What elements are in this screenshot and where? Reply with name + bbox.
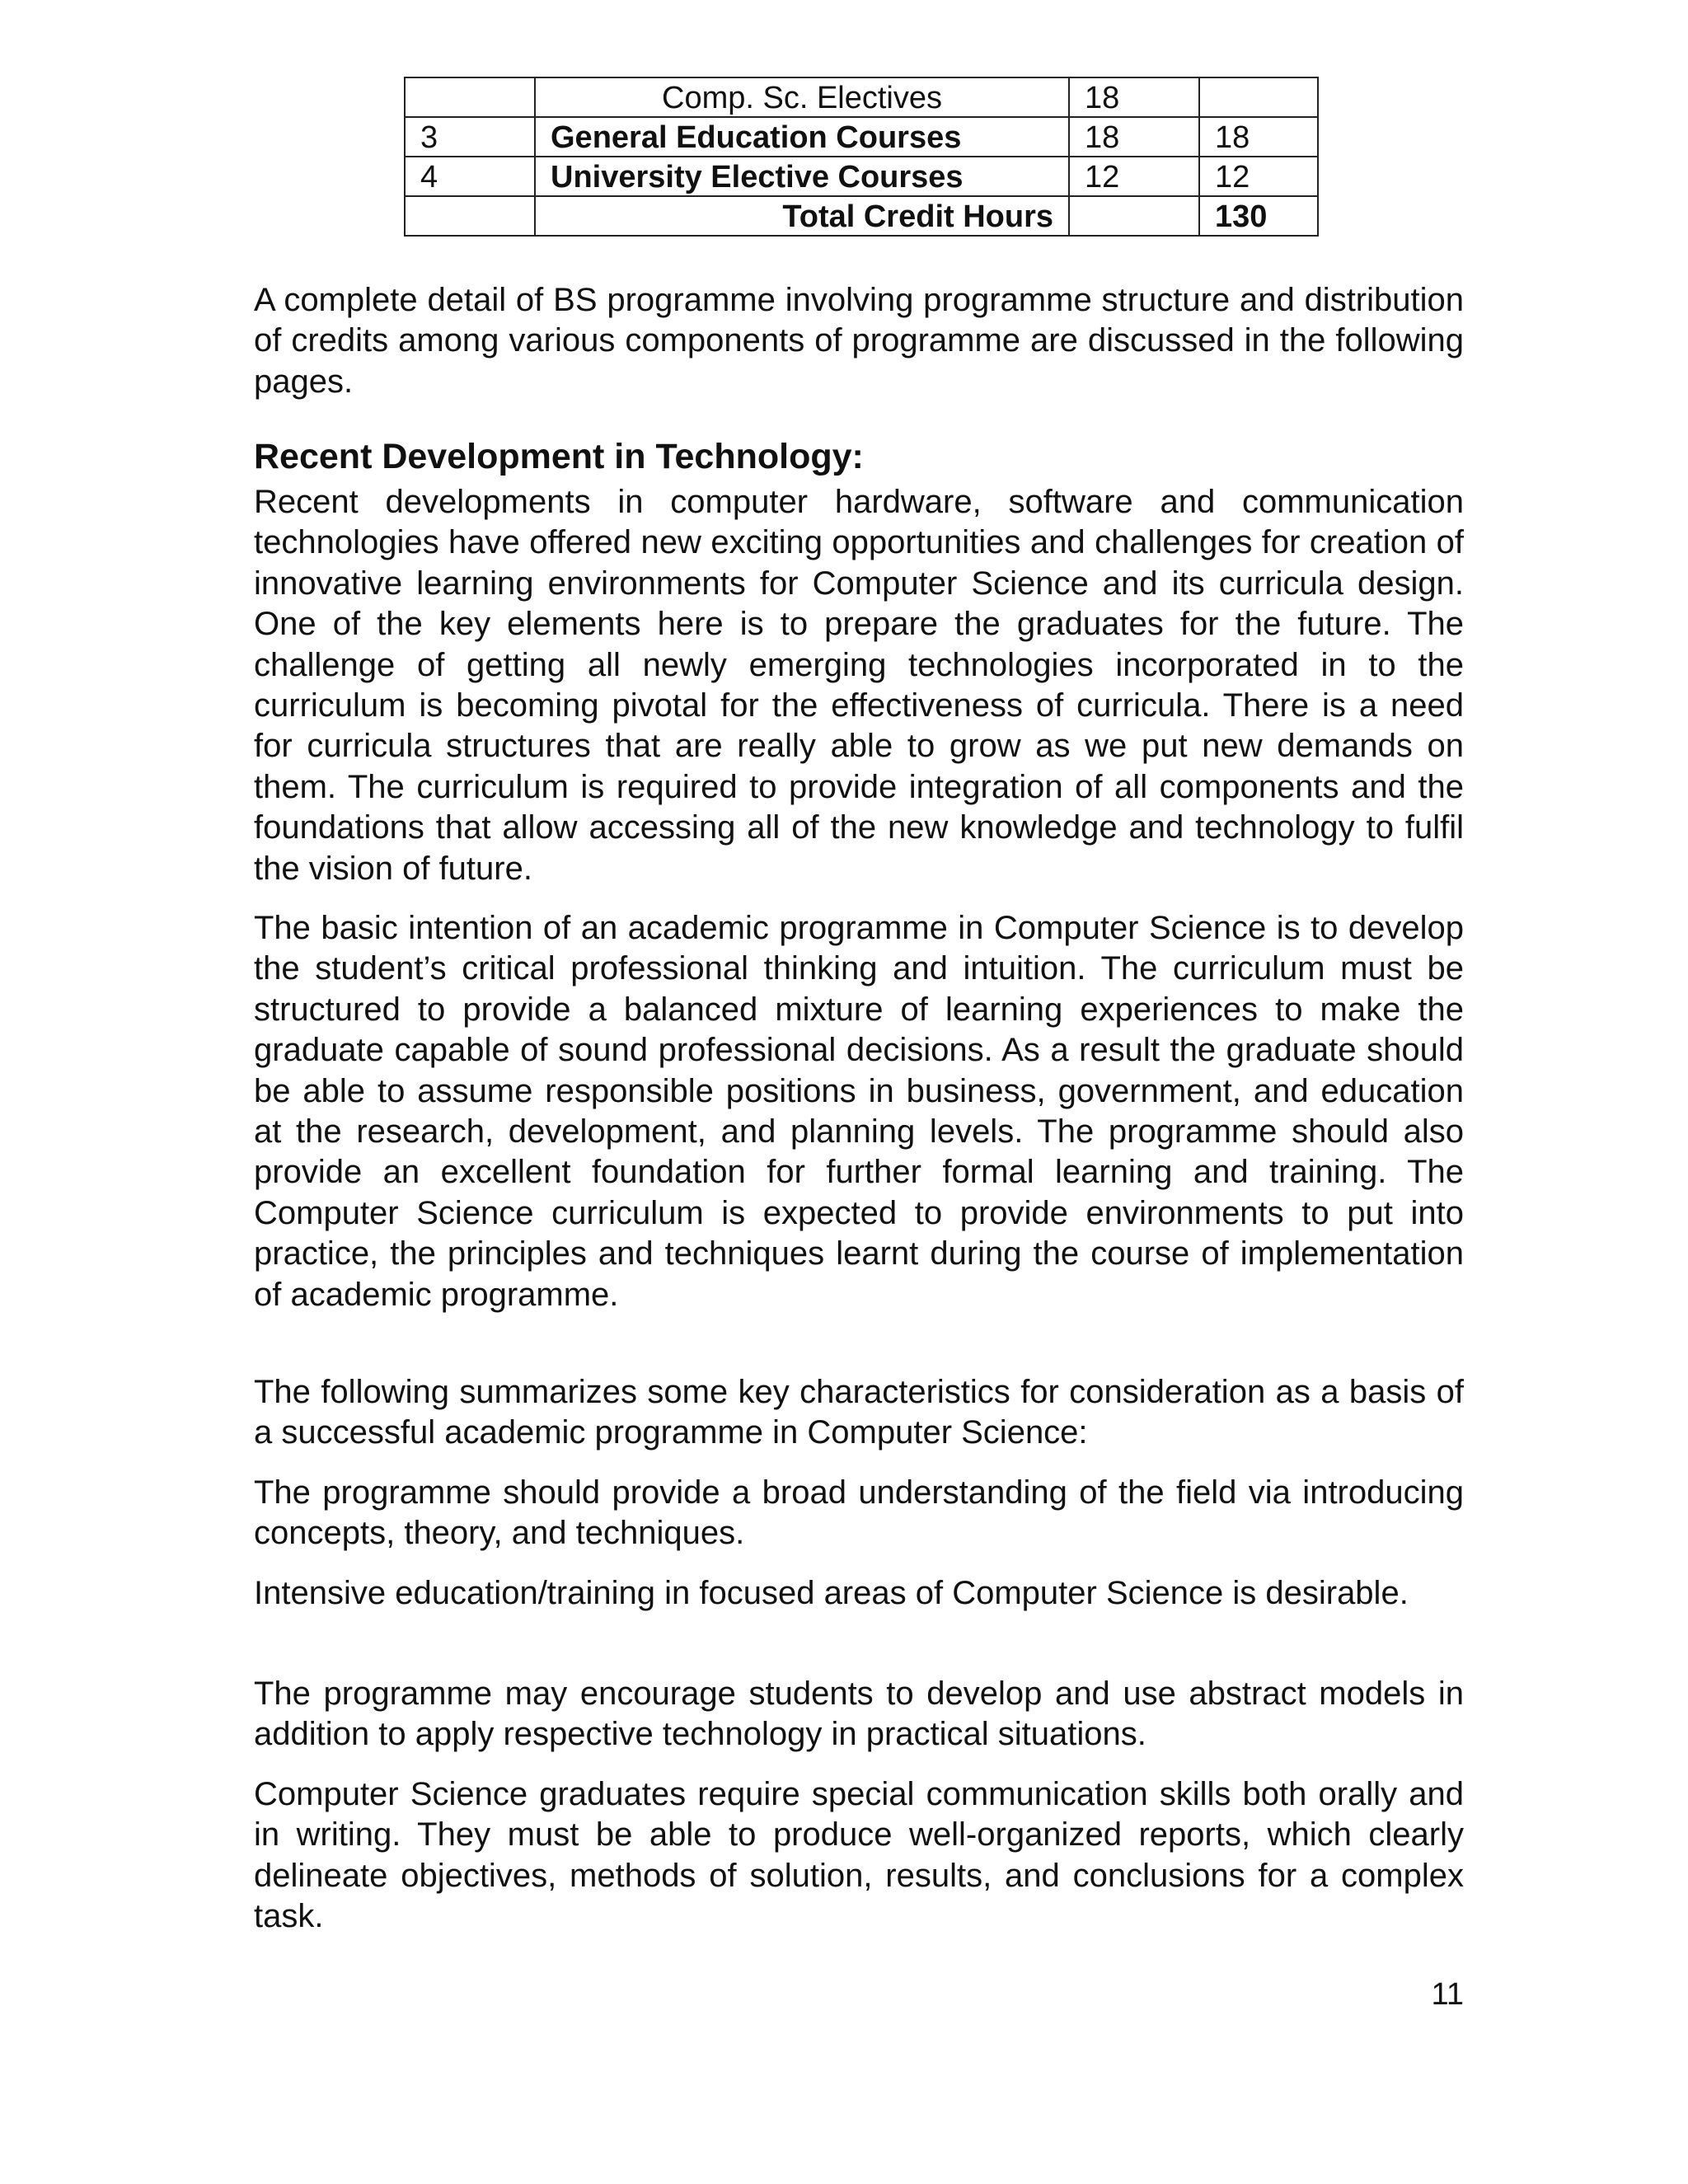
body-paragraph: The basic intention of an academic programme in Computer Science is to develop the student’s critical professional thinking and intuition. The curriculum must be structured to provide a balanced mixture of learning experiences to make the graduate capable of sound professional decisions. As a result the graduate should be able to assume responsible positions in business, government, and education at the research, development, and planning levels. The programme should also provide an excellent foundation for further formal learning and training. The Computer Science curriculum is expected to provide environments to put into practice, the principles and techniques learnt during the course of implementation of academic programme. bbox=[254, 910, 1464, 1313]
body-paragraph: Intensive education/training in focused areas of Computer Science is desirable. bbox=[254, 1575, 1409, 1611]
table-row-total bbox=[405, 196, 1318, 236]
course-category-cell: Comp. Sc. Electives bbox=[535, 77, 1069, 117]
row-number-cell bbox=[405, 196, 535, 236]
row-number-cell: 4 bbox=[405, 157, 535, 196]
body-paragraph: The programme may encourage students to develop and use abstract models in addition to apply respective technology in practical situations. bbox=[254, 1675, 1464, 1753]
row-number-cell bbox=[405, 77, 535, 117]
grand-total-cell: 130 bbox=[1199, 196, 1318, 236]
credits-cell: 12 bbox=[1069, 157, 1199, 196]
section-heading: Recent Development in Technology: bbox=[254, 437, 864, 476]
intro-paragraph: A complete detail of BS programme involving programme structure and distribution of credits among various components of programme are discussed in the following pages. bbox=[254, 282, 1464, 400]
table-row bbox=[405, 157, 1318, 196]
credits-cell: 18 bbox=[1069, 77, 1199, 117]
table-row bbox=[405, 117, 1318, 157]
credit-hours-table bbox=[404, 77, 1319, 237]
total-credits-cell: 12 bbox=[1199, 157, 1318, 196]
total-label-cell: Total Credit Hours bbox=[535, 196, 1069, 236]
credits-cell bbox=[1069, 196, 1199, 236]
table-row bbox=[405, 77, 1318, 117]
total-credits-cell bbox=[1199, 77, 1318, 117]
credits-cell: 18 bbox=[1069, 117, 1199, 157]
total-credits-cell: 18 bbox=[1199, 117, 1318, 157]
course-category-cell: University Elective Courses bbox=[535, 157, 1069, 196]
body-paragraph: Computer Science graduates require special communication skills both orally and in writing. They must be able to produce well-organized reports, which clearly delineate objectives, methods of solution, results, and conclusions for a complex task. bbox=[254, 1776, 1464, 1935]
row-number-cell: 3 bbox=[405, 117, 535, 157]
body-paragraph: The following summarizes some key characteristics for consideration as a basis of a successful academic programme in Computer Science: bbox=[254, 1374, 1464, 1451]
body-paragraph: Recent developments in computer hardware, software and communication technologies have offered new exciting opportunities and challenges for creation of innovative learning environments for Computer Science and its curricula design. One of the key elements here is to prepare the graduates for the future. The challenge of getting all newly emerging technologies incorporated in to the curriculum is becoming pivotal for the effectiveness of curricula. There is a need for curricula structures that are really able to grow as we put new demands on them. The curriculum is required to provide integration of all components and the foundations that allow accessing all of the new knowledge and technology to fulfil the vision of future. bbox=[254, 484, 1464, 887]
page-number: 11 bbox=[1431, 1977, 1464, 2012]
body-paragraph: The programme should provide a broad understanding of the field via introducing concepts, theory, and techniques. bbox=[254, 1474, 1464, 1552]
course-category-cell: General Education Courses bbox=[535, 117, 1069, 157]
